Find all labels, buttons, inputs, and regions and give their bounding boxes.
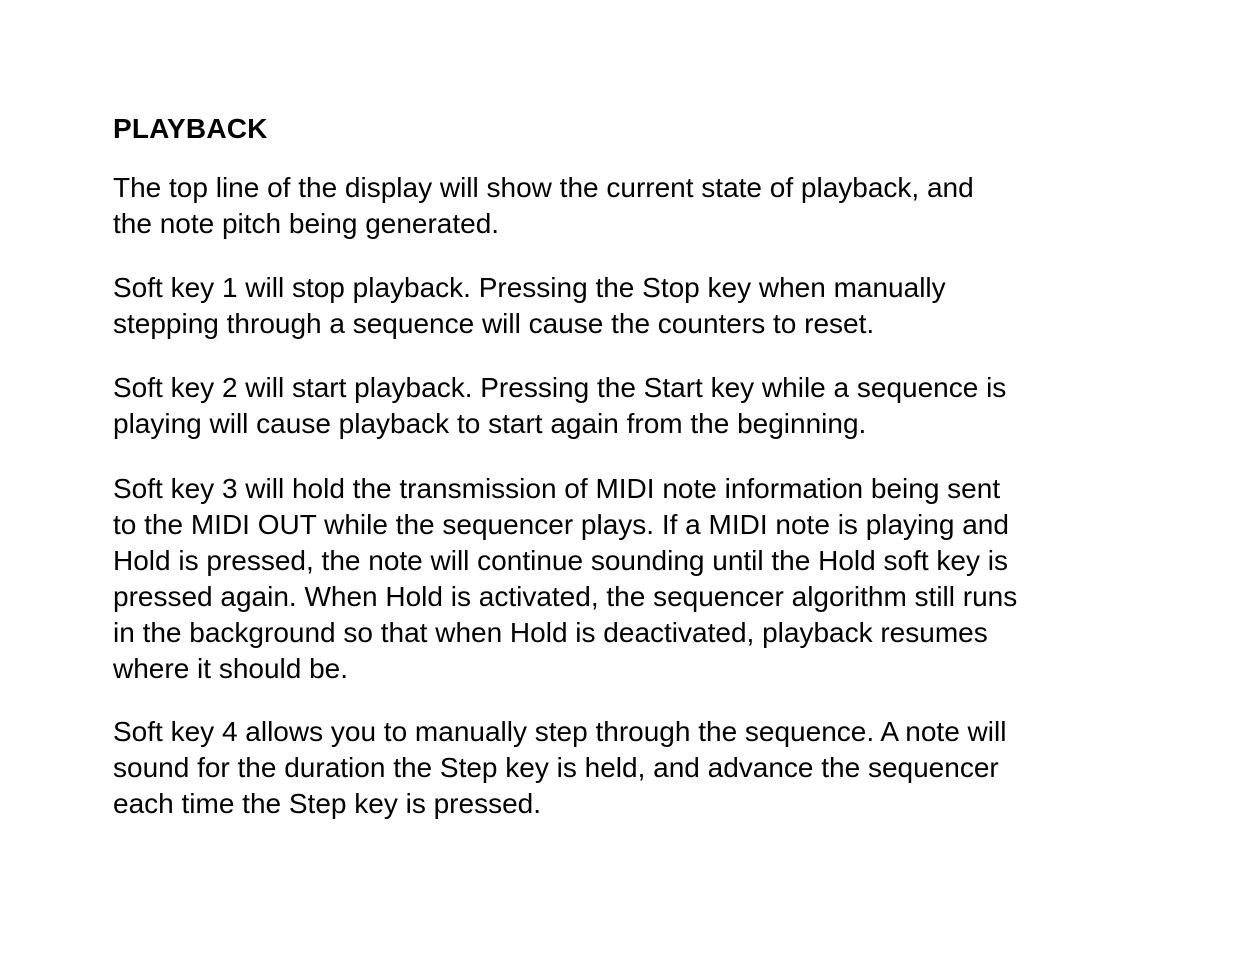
paragraph-line: to the MIDI OUT while the sequencer plays. If a MIDI note is playing and <box>113 509 1009 540</box>
paragraph-line: where it should be. <box>113 653 349 684</box>
paragraph-display-top-line <box>113 170 974 242</box>
paragraph-line: each time the Step key is pressed. <box>113 788 541 819</box>
paragraph-soft-key-4 <box>113 714 1006 822</box>
paragraph-line: in the background so that when Hold is deactivated, playback resumes <box>113 617 988 648</box>
paragraph-line: Soft key 1 will stop playback. Pressing the Stop key when manually <box>113 272 946 303</box>
paragraph-soft-key-1 <box>113 270 946 342</box>
paragraph-line: sound for the duration the Step key is held, and advance the sequencer <box>113 752 999 783</box>
paragraph-line: Soft key 2 will start playback. Pressing the Start key while a sequence is <box>113 372 1007 403</box>
paragraph-line: Soft key 4 allows you to manually step through the sequence. A note will <box>113 716 1007 747</box>
paragraph-line: Soft key 3 will hold the transmission of MIDI note information being sent <box>113 473 1001 504</box>
paragraph-soft-key-3 <box>113 471 1017 687</box>
paragraph-line: Hold is pressed, the note will continue sounding until the Hold soft key is <box>113 545 1008 576</box>
paragraph-line: stepping through a sequence will cause the counters to reset. <box>113 308 875 339</box>
section-heading: PLAYBACK <box>113 113 268 144</box>
paragraph-line: playing will cause playback to start again from the beginning. <box>113 408 867 439</box>
paragraph-line: The top line of the display will show the current state of playback, and <box>113 172 974 203</box>
paragraph-line: pressed again. When Hold is activated, the sequencer algorithm still runs <box>113 581 1018 612</box>
paragraph-soft-key-2 <box>113 370 1006 442</box>
paragraph-line: the note pitch being generated. <box>113 208 500 239</box>
